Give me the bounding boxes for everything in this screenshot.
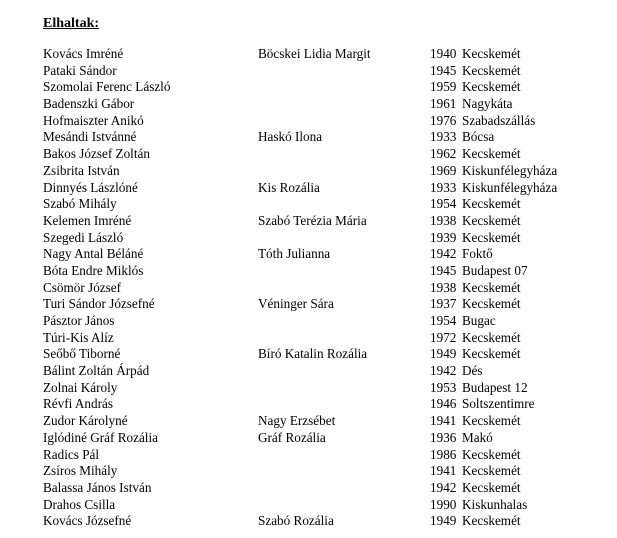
maiden-name: Tóth Julianna <box>258 246 331 262</box>
list-item <box>0 196 617 213</box>
maiden-name: Nagy Erzsébet <box>258 413 336 429</box>
list-item <box>0 246 617 263</box>
person-name: Mesándi Istvánné <box>43 129 137 145</box>
birth-year: 1949 <box>430 346 457 362</box>
list-item <box>0 447 617 464</box>
list-item <box>0 296 617 313</box>
list-item <box>0 380 617 397</box>
person-name: Drahos Csilla <box>43 496 116 512</box>
birth-year: 1939 <box>430 229 457 245</box>
birth-year: 1936 <box>430 429 457 445</box>
list-item <box>0 63 617 80</box>
birth-year: 1954 <box>430 313 457 328</box>
birth-place: Dés <box>462 363 483 379</box>
list-item <box>0 480 617 497</box>
birth-place: Kecskemét <box>462 212 521 228</box>
list-item <box>0 129 617 146</box>
birth-year: 1961 <box>430 96 457 112</box>
birth-place: Soltszentimre <box>462 396 535 412</box>
section-heading: Elhaltak: <box>43 16 100 31</box>
birth-place: Kiskunhalas <box>462 496 528 512</box>
person-name: Bakos József Zoltán <box>43 146 150 162</box>
list-item <box>0 513 617 530</box>
list-item <box>0 113 617 130</box>
birth-year: 1941 <box>430 463 457 479</box>
birth-place: Kiskunfélegyháza <box>462 162 558 178</box>
list-item <box>0 363 617 380</box>
list-item <box>0 230 617 247</box>
person-name: Révfi András <box>43 396 113 412</box>
person-name: Zsibrita István <box>43 162 120 178</box>
birth-year: 1942 <box>430 479 457 495</box>
birth-year: 1937 <box>430 296 457 312</box>
person-name: Szegedi László <box>43 229 124 245</box>
birth-year: 1940 <box>430 46 457 61</box>
birth-place: Kecskemét <box>462 479 521 495</box>
birth-year: 1938 <box>430 279 457 295</box>
birth-year: 1954 <box>430 196 457 212</box>
birth-year: 1933 <box>430 179 457 195</box>
birth-place: Kecskemét <box>462 346 521 362</box>
birth-place: Kecskemét <box>462 329 521 345</box>
person-name: Szomolai Ferenc László <box>43 79 171 95</box>
birth-year: 1976 <box>430 112 457 128</box>
maiden-name: Bíró Katalin Rozália <box>258 346 368 362</box>
birth-place: Kecskemét <box>462 62 521 78</box>
birth-year: 1942 <box>430 363 457 379</box>
maiden-name: Véninger Sára <box>258 296 334 312</box>
maiden-name: Szabó Rozália <box>258 513 334 529</box>
list-item <box>0 180 617 197</box>
birth-year: 1953 <box>430 379 457 395</box>
list-item <box>0 413 617 430</box>
birth-year: 1969 <box>430 162 457 178</box>
birth-year: 1972 <box>430 329 457 345</box>
birth-place: Bugac <box>462 313 496 328</box>
birth-place: Kecskemét <box>462 513 521 529</box>
person-name: Seőbő Tiborné <box>43 346 121 362</box>
birth-year: 1962 <box>430 146 457 162</box>
person-name: Bóta Endre Miklós <box>43 262 144 278</box>
birth-place: Kecskemét <box>462 413 521 429</box>
birth-place: Kecskemét <box>462 46 521 61</box>
person-name: Kovács Imréné <box>43 46 124 61</box>
list-item <box>0 430 617 447</box>
person-name: Hofmaiszter Anikó <box>43 112 144 128</box>
birth-year: 1986 <box>430 446 457 462</box>
birth-year: 1945 <box>430 262 457 278</box>
list-item <box>0 280 617 297</box>
list-item <box>0 213 617 230</box>
list-item <box>0 79 617 96</box>
birth-year: 1949 <box>430 513 457 529</box>
list-item <box>0 96 617 113</box>
birth-year: 1959 <box>430 79 457 95</box>
person-name: Szabó Mihály <box>43 196 117 212</box>
person-name: Radics Pál <box>43 446 100 462</box>
person-name: Zsíros Mihály <box>43 463 118 479</box>
maiden-name: Szabó Terézia Mária <box>258 212 367 228</box>
birth-year: 1933 <box>430 129 457 145</box>
person-name: Balassa János István <box>43 479 152 495</box>
birth-place: Szabadszállás <box>462 112 536 128</box>
maiden-name: Haskó Ilona <box>258 129 323 145</box>
person-name: Badenszki Gábor <box>43 96 135 112</box>
birth-place: Kecskemét <box>462 196 521 212</box>
person-name: Túri-Kis Alíz <box>43 329 114 345</box>
birth-year: 1945 <box>430 62 457 78</box>
person-name: Kovács Józsefné <box>43 513 132 529</box>
birth-year: 1990 <box>430 496 457 512</box>
list-item <box>0 46 617 63</box>
person-name: Pásztor János <box>43 313 115 328</box>
birth-year: 1942 <box>430 246 457 262</box>
birth-place: Kecskemét <box>462 463 521 479</box>
person-name: Csömör József <box>43 279 122 295</box>
deceased-list <box>0 46 617 530</box>
birth-place: Kecskemét <box>462 229 521 245</box>
list-item <box>0 497 617 514</box>
person-name: Nagy Antal Béláné <box>43 246 144 262</box>
person-name: Kelemen Imréné <box>43 212 132 228</box>
birth-place: Kecskemét <box>462 146 521 162</box>
birth-place: Makó <box>462 429 493 445</box>
birth-place: Kiskunfélegyháza <box>462 179 558 195</box>
maiden-name: Gráf Rozália <box>258 429 326 445</box>
birth-place: Bócsa <box>462 129 495 145</box>
birth-place: Foktő <box>462 246 493 262</box>
birth-place: Budapest 07 <box>462 262 528 278</box>
person-name: Zolnai Károly <box>43 379 118 395</box>
list-item <box>0 330 617 347</box>
birth-place: Nagykáta <box>462 96 513 112</box>
birth-year: 1941 <box>430 413 457 429</box>
list-item <box>0 263 617 280</box>
birth-place: Kecskemét <box>462 296 521 312</box>
birth-place: Kecskemét <box>462 446 521 462</box>
list-item <box>0 313 617 330</box>
person-name: Pataki Sándor <box>43 62 117 78</box>
birth-place: Budapest 12 <box>462 379 528 395</box>
person-name: Bálint Zoltán Árpád <box>43 363 150 379</box>
list-item <box>0 463 617 480</box>
person-name: Zudor Károlyné <box>43 413 128 429</box>
birth-year: 1938 <box>430 212 457 228</box>
list-item <box>0 146 617 163</box>
person-name: Iglódiné Gráf Rozália <box>43 429 158 445</box>
person-name: Turi Sándor Józsefné <box>43 296 155 312</box>
maiden-name: Böcskei Lidia Margit <box>258 46 371 61</box>
list-item <box>0 163 617 180</box>
birth-place: Kecskemét <box>462 279 521 295</box>
person-name: Dinnyés Lászlóné <box>43 179 138 195</box>
list-item <box>0 346 617 363</box>
birth-place: Kecskemét <box>462 79 521 95</box>
birth-year: 1946 <box>430 396 457 412</box>
maiden-name: Kis Rozália <box>258 179 320 195</box>
list-item <box>0 396 617 413</box>
